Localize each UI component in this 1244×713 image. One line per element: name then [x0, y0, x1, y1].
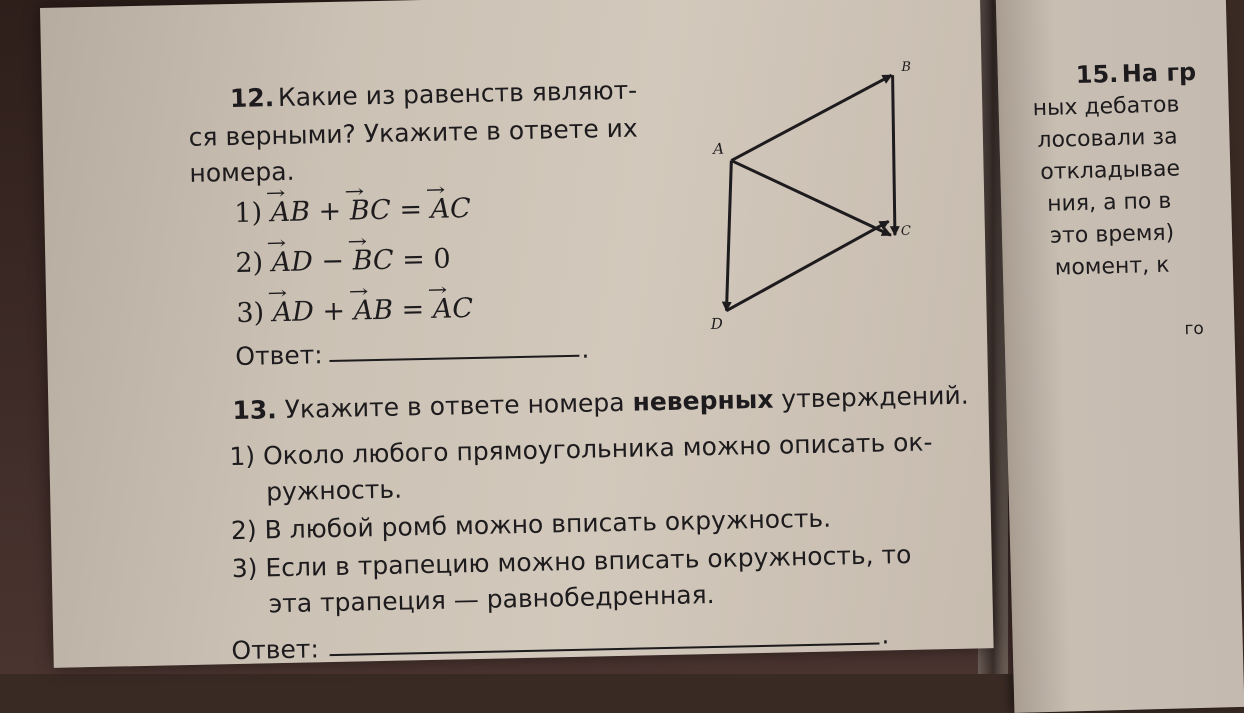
problem13-intro-a: Укажите в ответе номера	[284, 387, 625, 424]
point-a-label: A	[712, 139, 725, 158]
statement-3-line2: эта трапеция — равнобедренная.	[268, 580, 715, 619]
statement-3-label: 3)	[231, 553, 258, 584]
operator: +	[318, 195, 342, 228]
equation-1	[234, 195, 471, 227]
problem12-line3: номера.	[189, 156, 295, 188]
vector-ac-arrow	[731, 157, 891, 238]
statement-3-line1	[231, 539, 912, 584]
problem13-answer-label: Ответ:	[231, 634, 320, 666]
statement-1-label: 1)	[229, 441, 256, 472]
vector-ac: AC →	[430, 195, 471, 223]
vector-ab-arrow	[730, 75, 894, 160]
equation-3	[236, 295, 473, 327]
problem12-answer-line[interactable]	[329, 355, 579, 362]
equation-3-label: 3)	[236, 297, 265, 329]
statement-2	[230, 503, 832, 546]
vector-ac: AC →	[433, 295, 474, 323]
statement-1-text: Около любого прямоугольника можно описать ок-	[262, 427, 933, 471]
vector-bc: BC →	[352, 247, 394, 275]
point-b-label: B	[901, 59, 912, 75]
problem13-intro-b: утверждений.	[781, 380, 969, 414]
problem13-intro-bold: неверных	[632, 384, 774, 417]
vector-ad: AD →	[272, 298, 314, 326]
statement-1-line1	[229, 427, 933, 472]
problem15-number: 15.	[1075, 59, 1119, 90]
point-d-label: D	[710, 314, 723, 334]
problem12-answer-label: Ответ:	[235, 340, 323, 371]
vector-ab: AB →	[270, 198, 310, 226]
problem13-heading	[232, 380, 969, 426]
equation-1-label: 1)	[234, 197, 263, 229]
right-line-0: На гр	[1121, 57, 1197, 88]
right-line-3: откладывае	[1039, 156, 1181, 186]
right-line-7: го	[1184, 318, 1205, 340]
right-line-1: ных дебатов	[1032, 92, 1180, 122]
right-page	[996, 0, 1244, 713]
equals-sign: =	[399, 194, 423, 226]
operator: −	[321, 245, 345, 278]
statement-1-line2: ружность.	[265, 474, 403, 507]
point-c-label: C	[900, 223, 911, 240]
equals-sign: =	[401, 243, 426, 276]
equation-2-label: 2)	[235, 247, 264, 279]
vector-ad-arrow	[723, 161, 734, 311]
equation-2	[235, 245, 451, 277]
zero: 0	[433, 243, 451, 275]
statement-2-text: В любой ромб можно вписать окружность.	[264, 503, 832, 545]
vector-dc-arrow	[725, 221, 891, 310]
operator: +	[322, 295, 346, 328]
vector-ab: AB →	[353, 297, 393, 325]
right-line-5: это время)	[1049, 220, 1175, 249]
statement-3-text: Если в трапецию можно вписать окружность, то	[265, 539, 912, 583]
problem13-answer-line[interactable]	[330, 643, 880, 657]
right-line-2: лосовали за	[1037, 124, 1178, 154]
problem13-answer-end: .	[881, 620, 890, 650]
vector-bc-arrow	[892, 75, 896, 235]
problem12-line1: Какие из равенств являют-	[277, 75, 638, 113]
right-line-6: момент, к	[1054, 252, 1170, 281]
textbook-page	[40, 0, 994, 668]
vector-diagram	[681, 45, 927, 334]
problem12-answer-end: .	[580, 334, 590, 364]
vector-ad: AD →	[271, 248, 313, 276]
problem12-line2: ся верными? Укажите в ответе их	[188, 113, 638, 152]
statement-2-label: 2)	[230, 515, 257, 546]
problem12-number: 12.	[229, 83, 275, 114]
problem13-number: 13.	[232, 395, 278, 426]
vector-bc: BC →	[350, 197, 392, 225]
equals-sign: =	[401, 294, 425, 326]
right-line-4: ния, а по в	[1046, 188, 1172, 217]
